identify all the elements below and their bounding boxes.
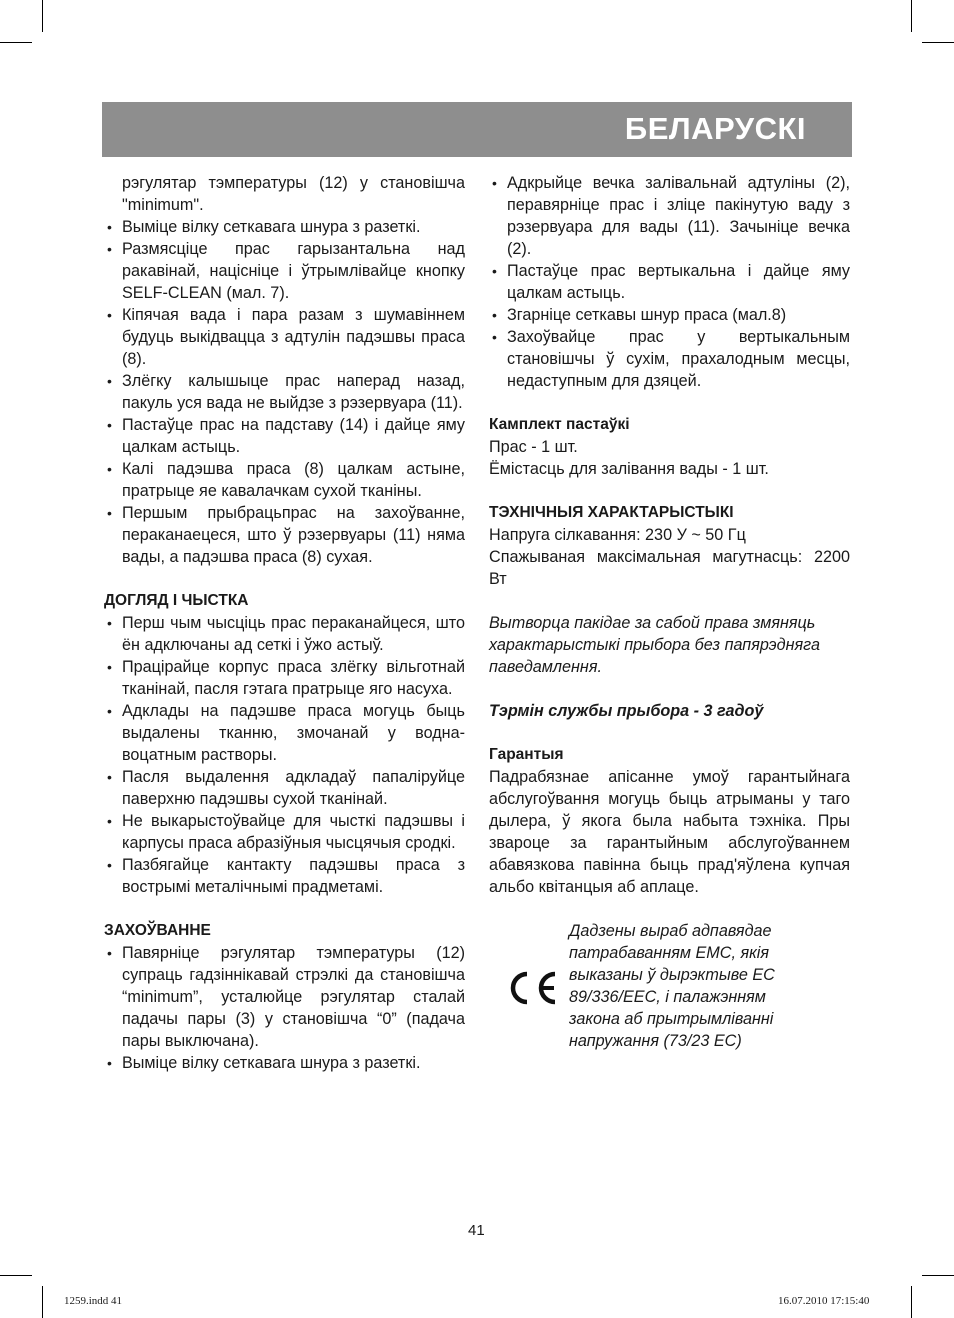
footer-timestamp: 16.07.2010 17:15:40 [778, 1295, 870, 1307]
crop-mark [0, 42, 32, 43]
footer-file: 1259.indd 41 [64, 1295, 123, 1307]
ce-line: Дадзены выраб адпавядае [569, 922, 772, 940]
list-item: • Кіпячая вада і пара разам з шумавіннем будуць выкідвацца з адтулін падэшвы праса (8). [104, 304, 465, 370]
service-life: Тэрмін службы прыбора - 3 гадоў [489, 702, 764, 720]
page-title: БЕЛАРУСКІ [624, 111, 806, 146]
tech-line: Напруга сілкавання: 230 У ~ 50 Гц [489, 526, 746, 544]
list-item: • Адклады на падэшве праса могуць быць выдалены тканню, змочанай у водна-воцатным растворы. [104, 700, 465, 766]
storage-list [104, 942, 465, 1074]
language-header [102, 102, 852, 157]
list-item: • Не выкарыстоўвайце для чысткі падэшвы і карпусы праса абразіўныя чысцячыя сродкі. [104, 810, 465, 854]
tech-line: Спажываная максімальная магутнасць: 2200 Вт [489, 548, 850, 588]
ce-line: напружання (73/23 ЕС) [569, 1032, 742, 1050]
ce-line: патрабаванням ЕМС, якія [569, 944, 769, 962]
list-item: • Працірайце корпус праса злёгку вільготнай тканінай, пасля гэтага пратрыце яго насуха. [104, 656, 465, 700]
list-item: • Выміце вілку сеткавага шнура з разеткі. [104, 1052, 465, 1074]
list-item: • Перш чым чысціць прас пераканайцеся, што ён адключаны ад сеткі і ўжо астыў. [104, 612, 465, 656]
warranty-text: Падрабязнае апісанне умоў гарантыйнага абслугоўвання могуць быць атрыманы у таго дылера, ў якога была набыта тэхніка. Пры звароце за гарантыйным абслугоўваннем абавязкова павінна быць прад'яўлена купчая альбо квітанцыя аб аплаце. [489, 768, 850, 896]
list-item: • Пазбягайце кантакту падэшвы праса з вострымі металічнымі прадметамі. [104, 854, 465, 898]
left-column [104, 172, 465, 1074]
list-item: • Пастаўце прас вертыкальна і дайце яму цалкам астыць. [489, 260, 850, 304]
warranty-heading: Гарантыя [489, 746, 564, 763]
right-column [489, 172, 850, 1050]
list-item: • Выміце вілку сеткавага шнура з разеткі. [104, 216, 465, 238]
intro-continuation: рэгулятар тэмпературы (12) у становішча "minimum". [122, 174, 465, 214]
kit-line: Прас - 1 шт. [489, 438, 578, 456]
list-item: • Згарніце сеткавы шнур праса (мал.8) [489, 304, 850, 326]
crop-mark [922, 42, 954, 43]
manufacturer-notice: Вытворца пакідае за сабой права змяняць характарыстыкі прыбора без папярэдняга паведамлення. [489, 614, 820, 676]
list-item: • Захоўвайце прас у вертыкальным становішчы ў сухім, прахалодным месцы, недаступным для дзяцей. [489, 326, 850, 392]
cleaning-steps-list [104, 216, 465, 568]
list-item: • Павярніце рэгулятар тэмпературы (12) супраць гадзіннікавай стрэлкі да становішча “minimum”, усталюйце рэгулятар сталай падачы пары (3) у становішча “0” (падача пары выключана). [104, 942, 465, 1052]
list-item: • Размясціце прас гарызантальна над ракавінай, націсніце і ўтрымлівайце кнопку SELF-CLEAN (мал. 7). [104, 238, 465, 304]
ce-line: 89/336/ЕЕС, і палажэнням [569, 988, 766, 1006]
list-item: • Пасля выдалення адкладаў папаліруйце паверхню падэшвы сухой тканінай. [104, 766, 465, 810]
list-item: • Першым прыбрацьпрас на захоўванне, пераканаецеся, што ў рэзервуары (11) няма вады, а падэшва праса (8) сухая. [104, 502, 465, 568]
crop-mark [42, 0, 43, 32]
kit-heading: Камплект пастаўкі [489, 416, 630, 433]
list-item: • Злёгку калышыце прас наперад назад, пакуль уся вада не выйдзе з рэзервуара (11). [104, 370, 465, 414]
list-item: • Адкрыйце вечка залівальнай адтуліны (2), перавярніце прас і зліце пакінутую ваду з рэзервуара для вады (11). Зачыніце вечка (2). [489, 172, 850, 260]
storage-steps-list [489, 172, 850, 392]
storage-heading: ЗАХОЎВАННЕ [104, 922, 211, 939]
crop-mark [0, 1275, 32, 1276]
care-heading: ДОГЛЯД І ЧЫСТКА [104, 592, 249, 609]
ce-compliance [489, 920, 850, 1050]
crop-mark [911, 0, 912, 32]
crop-mark [922, 1275, 954, 1276]
kit-line: Ёмістасць для залівання вады - 1 шт. [489, 460, 769, 478]
list-item: • Пастаўце прас на падставу (14) і дайце яму цалкам астыць. [104, 414, 465, 458]
care-list [104, 612, 465, 898]
ce-line: выказаны ў дырэктыве ЕС [569, 966, 775, 984]
list-item: • Калі падэшва праса (8) цалкам астыне, пратрыце яе кавалачкам сухой тканіны. [104, 458, 465, 502]
ce-line: закона аб прытрымліванні [569, 1010, 774, 1028]
ce-statement [569, 920, 775, 1052]
crop-mark [42, 1286, 43, 1318]
crop-mark [911, 1286, 912, 1318]
tech-heading: ТЭХНІЧНЫЯ ХАРАКТАРЫСТЫКІ [489, 504, 734, 521]
page-number: 41 [468, 1222, 485, 1239]
ce-mark-icon [505, 970, 561, 1006]
